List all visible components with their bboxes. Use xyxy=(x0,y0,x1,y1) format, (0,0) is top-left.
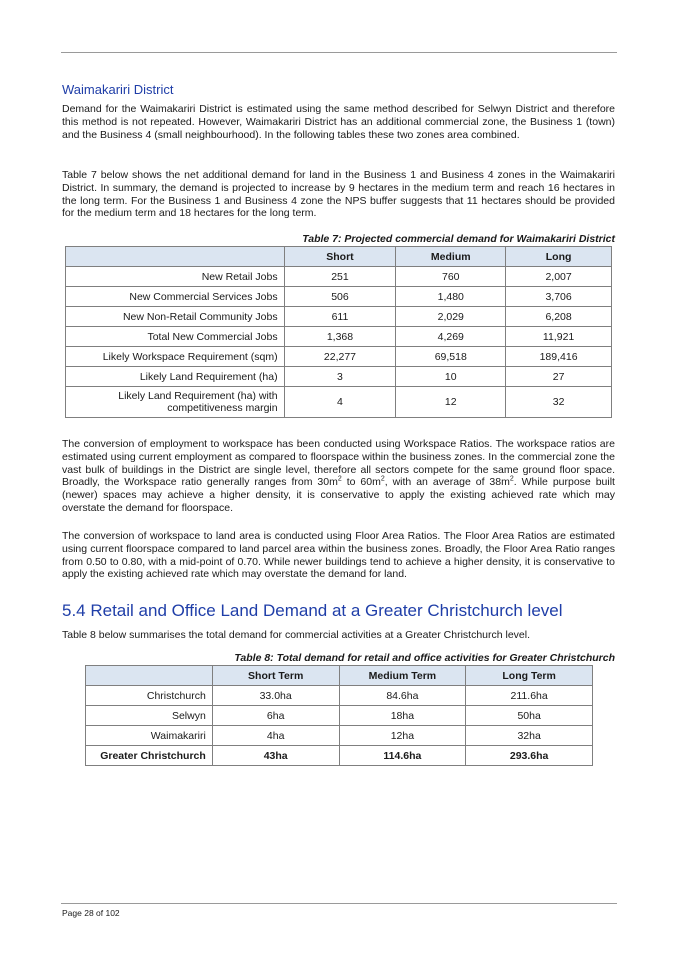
table8-header-long-term: Long Term xyxy=(466,666,593,686)
cell-long: 189,416 xyxy=(506,347,612,367)
cell-short: 6ha xyxy=(212,706,339,726)
para3-part-c: , with an average of 38m xyxy=(384,476,510,489)
cell-short: 1,368 xyxy=(284,327,396,347)
cell-short: 43ha xyxy=(212,746,339,766)
table-row xyxy=(66,347,612,367)
row-label: New Retail Jobs xyxy=(66,267,285,287)
cell-long: 50ha xyxy=(466,706,593,726)
table7-header-medium: Medium xyxy=(396,247,506,267)
cell-long: 32ha xyxy=(466,726,593,746)
cell-medium: 760 xyxy=(396,267,506,287)
paragraph-intro: Demand for the Waimakariri District is estimated using the same method described for Selwyn District and therefore this method is not repeated. However, Waimakariri District has an additional commercial zone, the Business 1 (town) and the Business 4 (small neighbourhood). In the following tables these two zones area combined. xyxy=(62,103,615,141)
cell-short: 22,277 xyxy=(284,347,396,367)
cell-medium: 84.6ha xyxy=(339,686,466,706)
cell-medium: 69,518 xyxy=(396,347,506,367)
table8-header-medium-term: Medium Term xyxy=(339,666,466,686)
cell-short: 4 xyxy=(284,387,396,418)
table8-header-blank xyxy=(86,666,213,686)
superscript: 2 xyxy=(337,475,342,483)
row-label xyxy=(66,387,285,418)
cell-long: 293.6ha xyxy=(466,746,593,766)
row-label-line1: Likely Land Requirement (ha) with xyxy=(118,390,278,402)
row-label: Selwyn xyxy=(86,706,213,726)
row-label: New Non-Retail Community Jobs xyxy=(66,307,285,327)
row-label: Christchurch xyxy=(86,686,213,706)
table-row-total xyxy=(86,746,593,766)
cell-medium: 1,480 xyxy=(396,287,506,307)
table8-caption: Table 8: Total demand for retail and office activities for Greater Christchurch xyxy=(234,652,615,664)
table7-header-long: Long xyxy=(506,247,612,267)
paragraph-workspace-ratios xyxy=(62,438,615,515)
cell-short: 4ha xyxy=(212,726,339,746)
para3-part-b: to 60m xyxy=(341,476,381,489)
table7 xyxy=(65,246,612,418)
cell-short: 3 xyxy=(284,367,396,387)
row-label: Waimakariri xyxy=(86,726,213,746)
cell-medium: 18ha xyxy=(339,706,466,726)
row-label-line2: competitiveness margin xyxy=(167,402,278,414)
table8-header-short-term: Short Term xyxy=(212,666,339,686)
table-row xyxy=(86,726,593,746)
table-row xyxy=(86,686,593,706)
cell-medium: 2,029 xyxy=(396,307,506,327)
cell-long: 27 xyxy=(506,367,612,387)
paragraph-table8-intro: Table 8 below summarises the total demand for commercial activities at a Greater Christchurch level. xyxy=(62,629,531,641)
header-rule xyxy=(61,52,617,53)
cell-short: 33.0ha xyxy=(212,686,339,706)
row-label: Greater Christchurch xyxy=(86,746,213,766)
cell-short: 611 xyxy=(284,307,396,327)
para3-part-d: . While purpose built (newer) spaces may achieve a higher density, it is conservative to apply the existing achieved rate which may overstate the demand for floorspace. xyxy=(62,476,615,514)
paragraph-floor-area-ratios: The conversion of workspace to land area is conducted using Floor Area Ratios. The Floor Area Ratios are estimated using current floorspace compared to land parcel area within the business zones. Broadly, the Floor Area Ratio ranges from 0.50 to 0.80, with a mid-point of 0.70. While newer buildings tend to achieve a higher density, it is conservative to apply the existing achieved rate which may overstate the demand for land. xyxy=(62,530,615,581)
table-row xyxy=(66,367,612,387)
cell-medium: 114.6ha xyxy=(339,746,466,766)
cell-short: 251 xyxy=(284,267,396,287)
cell-medium: 12 xyxy=(396,387,506,418)
footer-rule xyxy=(61,903,617,904)
table7-header-short: Short xyxy=(284,247,396,267)
page-number: Page 28 of 102 xyxy=(62,908,120,918)
table-row xyxy=(66,327,612,347)
row-label: Likely Land Requirement (ha) xyxy=(66,367,285,387)
row-label: Total New Commercial Jobs xyxy=(66,327,285,347)
cell-long: 211.6ha xyxy=(466,686,593,706)
cell-medium: 4,269 xyxy=(396,327,506,347)
cell-medium: 12ha xyxy=(339,726,466,746)
table-row xyxy=(86,706,593,726)
row-label: New Commercial Services Jobs xyxy=(66,287,285,307)
section-heading-waimakariri: Waimakariri District xyxy=(62,82,174,97)
cell-long: 2,007 xyxy=(506,267,612,287)
section-heading-5-4: 5.4 Retail and Office Land Demand at a Greater Christchurch level xyxy=(62,601,563,620)
row-label: Likely Workspace Requirement (sqm) xyxy=(66,347,285,367)
table8 xyxy=(85,665,593,766)
cell-long: 32 xyxy=(506,387,612,418)
table-row xyxy=(66,307,612,327)
table7-caption: Table 7: Projected commercial demand for Waimakariri District xyxy=(302,233,615,245)
cell-long: 11,921 xyxy=(506,327,612,347)
cell-long: 6,208 xyxy=(506,307,612,327)
paragraph-table7-summary: Table 7 below shows the net additional demand for land in the Business 1 and Business 4 zones in the Waimakariri District. In summary, the demand is projected to increase by 9 hectares in the medium term and reach 16 hectares in the long term. For the Business 1 and Business 4 zone the NPS buffer suggests that 11 hectares should be provided for the medium term and 18 hectares for the long term. xyxy=(62,169,615,220)
superscript: 2 xyxy=(509,475,514,483)
table7-header-blank xyxy=(66,247,285,267)
table-row xyxy=(66,387,612,418)
cell-long: 3,706 xyxy=(506,287,612,307)
superscript: 2 xyxy=(380,475,385,483)
table-row xyxy=(66,267,612,287)
table-row xyxy=(66,287,612,307)
cell-medium: 10 xyxy=(396,367,506,387)
para3-part-a: The conversion of employment to workspace has been conducted using Workspace Ratios. The workspace ratios are estimated using current employment as compared to floorspace within the business zones. In the commercial zone the vast bulk of buildings in the District are single level, therefore all sectors compete for the same ground floor space. Broadly, the Workspace ratio generally ranges from 30m xyxy=(62,438,615,489)
cell-short: 506 xyxy=(284,287,396,307)
